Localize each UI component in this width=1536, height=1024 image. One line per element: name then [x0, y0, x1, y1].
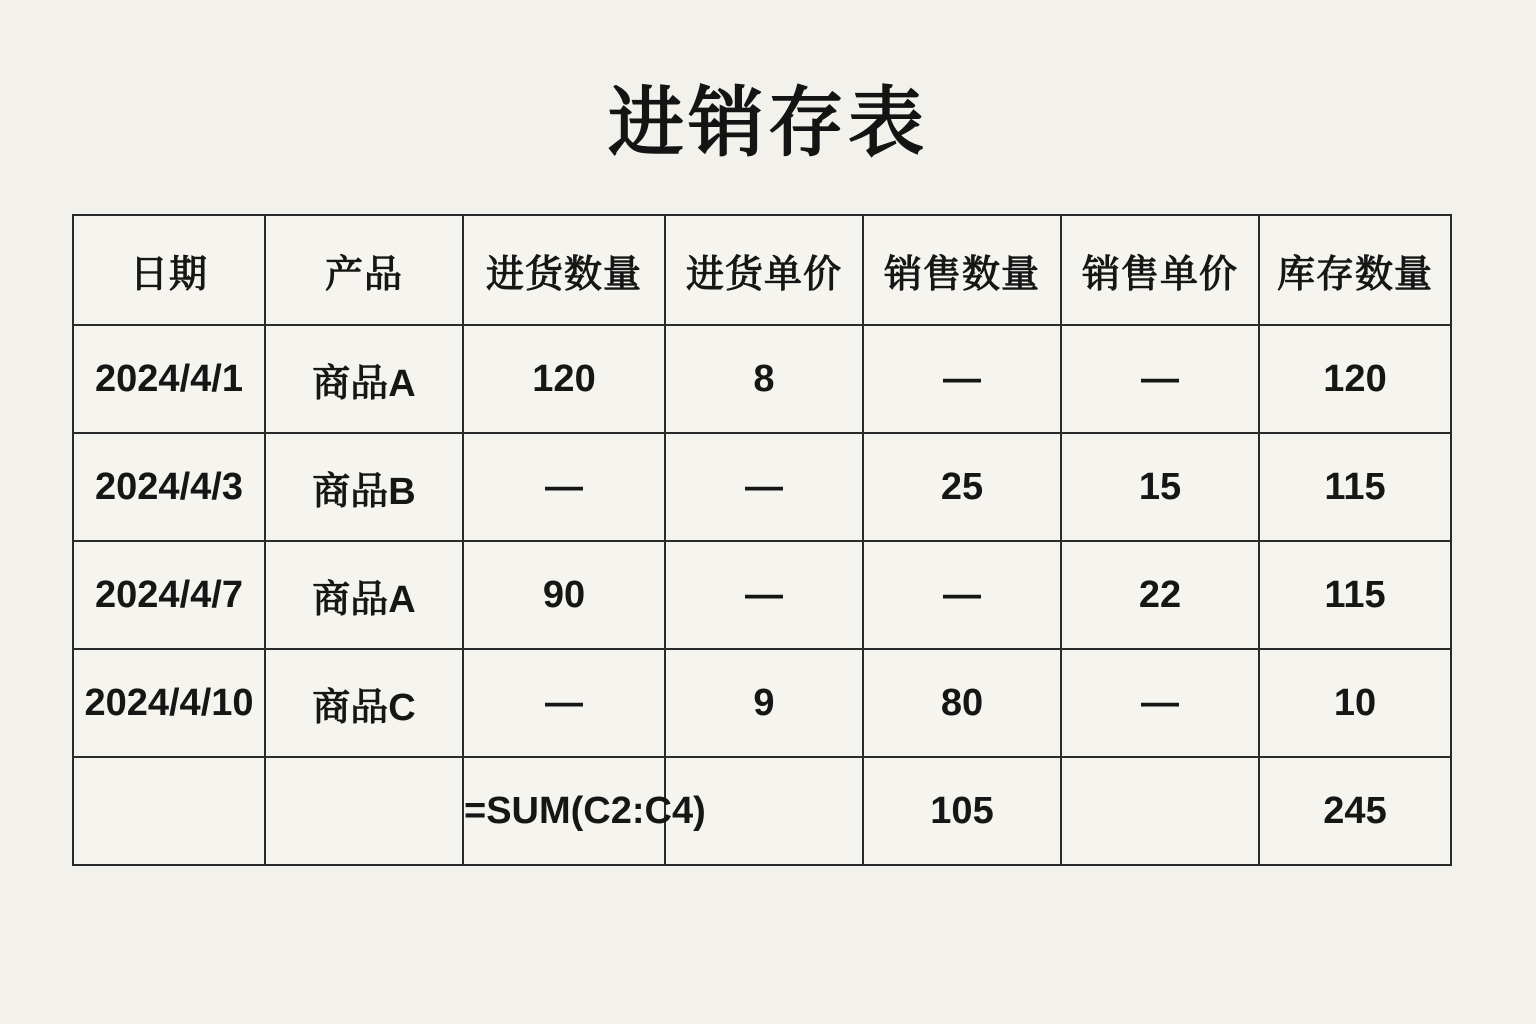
page-title: 进销存表 [608, 81, 928, 166]
cell-sales-price: — [1061, 325, 1259, 433]
cell-sales-price: — [1061, 649, 1259, 757]
table-row [73, 541, 1451, 649]
cell-purchase-price: 9 [665, 649, 863, 757]
cell-purchase-qty: 90 [463, 541, 665, 649]
cell-sales-qty-total: 105 [863, 757, 1061, 865]
cell-purchase-price: — [665, 541, 863, 649]
cell-date: 2024/4/1 [73, 325, 265, 433]
inventory-table-container [72, 214, 1452, 866]
cell-date: 2024/4/3 [73, 433, 265, 541]
column-header-stock-qty: 库存数量 [1259, 215, 1451, 325]
column-header-purchase-qty: 进货数量 [463, 215, 665, 325]
cell-stock-qty: 115 [1259, 541, 1451, 649]
cell-date-total [73, 757, 265, 865]
cell-sales-price: 22 [1061, 541, 1259, 649]
table-header [73, 215, 1451, 325]
column-header-sales-qty: 销售数量 [863, 215, 1061, 325]
cell-product: 商品A [265, 325, 463, 433]
cell-stock-qty-total: 245 [1259, 757, 1451, 865]
column-header-sales-price: 销售单价 [1061, 215, 1259, 325]
cell-purchase-price: 8 [665, 325, 863, 433]
cell-stock-qty: 115 [1259, 433, 1451, 541]
table-body [73, 325, 1451, 865]
table-row [73, 325, 1451, 433]
cell-purchase-qty: 120 [463, 325, 665, 433]
cell-sales-qty: — [863, 325, 1061, 433]
column-header-date: 日期 [73, 215, 265, 325]
cell-sales-qty: — [863, 541, 1061, 649]
cell-stock-qty: 10 [1259, 649, 1451, 757]
cell-stock-qty: 120 [1259, 325, 1451, 433]
cell-product: 商品B [265, 433, 463, 541]
cell-purchase-qty: — [463, 649, 665, 757]
cell-product-total [265, 757, 463, 865]
table-row [73, 649, 1451, 757]
table-row [73, 433, 1451, 541]
column-header-purchase-price: 进货单价 [665, 215, 863, 325]
cell-date: 2024/4/7 [73, 541, 265, 649]
cell-purchase-price: — [665, 433, 863, 541]
cell-sales-price-total [1061, 757, 1259, 865]
cell-purchase-qty: — [463, 433, 665, 541]
cell-sales-price: 15 [1061, 433, 1259, 541]
cell-date: 2024/4/10 [73, 649, 265, 757]
table-header-row [73, 215, 1451, 325]
cell-product: 商品C [265, 649, 463, 757]
cell-sales-qty: 80 [863, 649, 1061, 757]
cell-product: 商品A [265, 541, 463, 649]
cell-sales-qty: 25 [863, 433, 1061, 541]
table-total-row [73, 757, 1451, 865]
cell-purchase-qty-formula: =SUM(C2:C4) [463, 757, 665, 865]
column-header-product: 产品 [265, 215, 463, 325]
inventory-table [72, 214, 1452, 866]
